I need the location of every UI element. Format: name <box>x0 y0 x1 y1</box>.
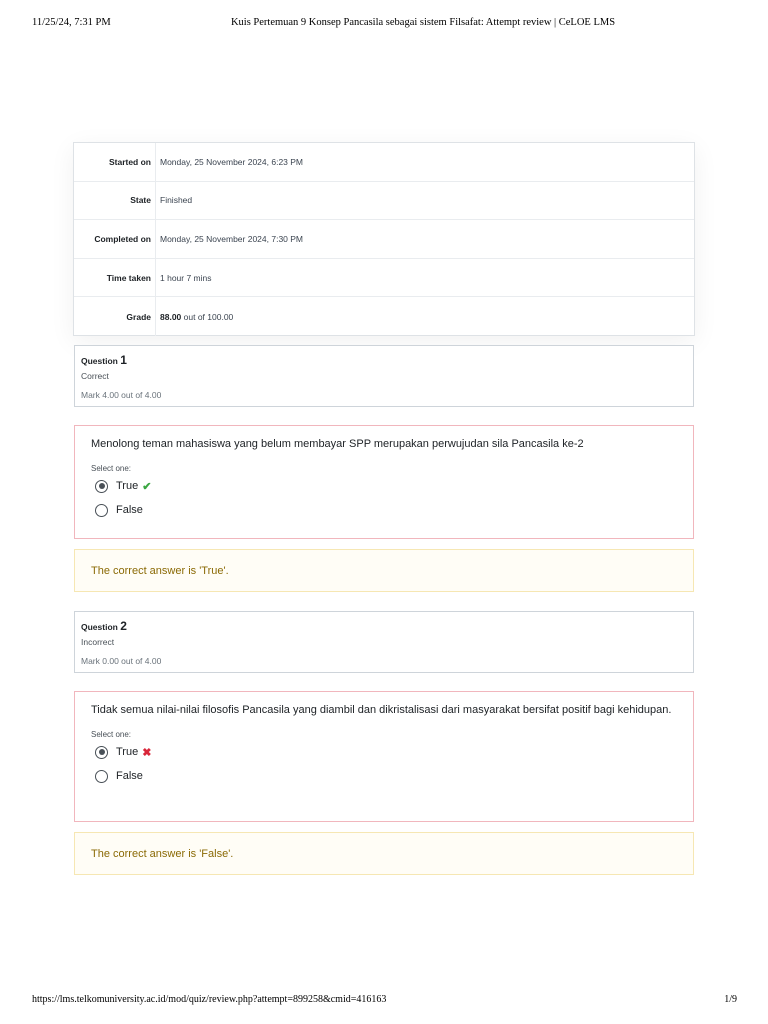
grade-out-of: out of 100.00 <box>181 311 234 322</box>
radio-unselected[interactable] <box>95 504 108 517</box>
summary-row-time-taken <box>74 259 694 298</box>
grade-score: 88.00 <box>160 311 182 322</box>
radio-selected[interactable] <box>95 746 108 759</box>
select-one-prompt: Select one: <box>91 464 132 473</box>
question-2-feedback <box>74 832 694 875</box>
correct-answer-text: The correct answer is 'True'. <box>91 564 229 577</box>
answer-option-false[interactable] <box>91 765 677 787</box>
question-number: Question 1 <box>81 353 127 367</box>
question-1-info <box>74 345 694 407</box>
summary-label: Time taken <box>74 259 156 297</box>
summary-label: Grade <box>74 297 156 336</box>
question-text: Tidak semua nilai-nilai filosofis Pancasila yang diambil dan dikristalisasi dari masyarakat bersifat positif bagi kehidupan. <box>91 704 672 716</box>
attempt-summary-table <box>73 142 695 336</box>
question-text: Menolong teman mahasiswa yang belum membayar SPP merupakan perwujudan sila Pancasila ke-2 <box>91 438 584 450</box>
summary-row-completed <box>74 220 694 259</box>
print-page-number: 1/9 <box>724 994 737 1005</box>
answer-option-false[interactable] <box>91 499 677 521</box>
question-number: Question 2 <box>81 619 127 633</box>
print-url: https://lms.telkomuniversity.ac.id/mod/quiz/review.php?attempt=899258&cmid=416163 <box>32 994 387 1005</box>
correct-answer-text: The correct answer is 'False'. <box>91 847 234 860</box>
summary-label: Completed on <box>74 220 156 258</box>
summary-row-started <box>74 143 694 182</box>
radio-unselected[interactable] <box>95 770 108 783</box>
check-icon: ✔ <box>142 480 152 493</box>
summary-label: State <box>74 182 156 220</box>
question-1-feedback <box>74 549 694 592</box>
cross-icon: ✖ <box>142 746 152 759</box>
question-state: Incorrect <box>81 637 115 647</box>
answer-label: True <box>116 480 139 492</box>
summary-row-state <box>74 182 694 221</box>
answer-label: True <box>116 746 139 758</box>
summary-value: 1 hour 7 mins <box>160 272 212 283</box>
answer-label: False <box>116 770 143 782</box>
question-1-content <box>74 425 694 539</box>
summary-label: Started on <box>74 143 156 181</box>
summary-value: Monday, 25 November 2024, 6:23 PM <box>160 156 304 167</box>
answer-option-true[interactable] <box>91 741 677 763</box>
grade-value <box>156 312 233 322</box>
answer-label: False <box>116 504 143 516</box>
radio-selected[interactable] <box>95 480 108 493</box>
question-mark: Mark 0.00 out of 4.00 <box>81 656 162 666</box>
print-datetime: 11/25/24, 7:31 PM <box>32 17 111 28</box>
question-mark: Mark 4.00 out of 4.00 <box>81 390 162 400</box>
print-footer <box>0 994 768 1008</box>
print-header <box>0 17 768 31</box>
summary-row-grade <box>74 297 694 336</box>
summary-value: Monday, 25 November 2024, 7:30 PM <box>160 233 304 244</box>
question-2-content <box>74 691 694 822</box>
select-one-prompt: Select one: <box>91 730 132 739</box>
question-state: Correct <box>81 371 109 381</box>
question-2-info <box>74 611 694 673</box>
summary-value: Finished <box>160 195 193 206</box>
print-page-title: Kuis Pertemuan 9 Konsep Pancasila sebagai sistem Filsafat: Attempt review | CeLOE LMS <box>230 17 616 28</box>
answer-option-true[interactable] <box>91 475 677 497</box>
